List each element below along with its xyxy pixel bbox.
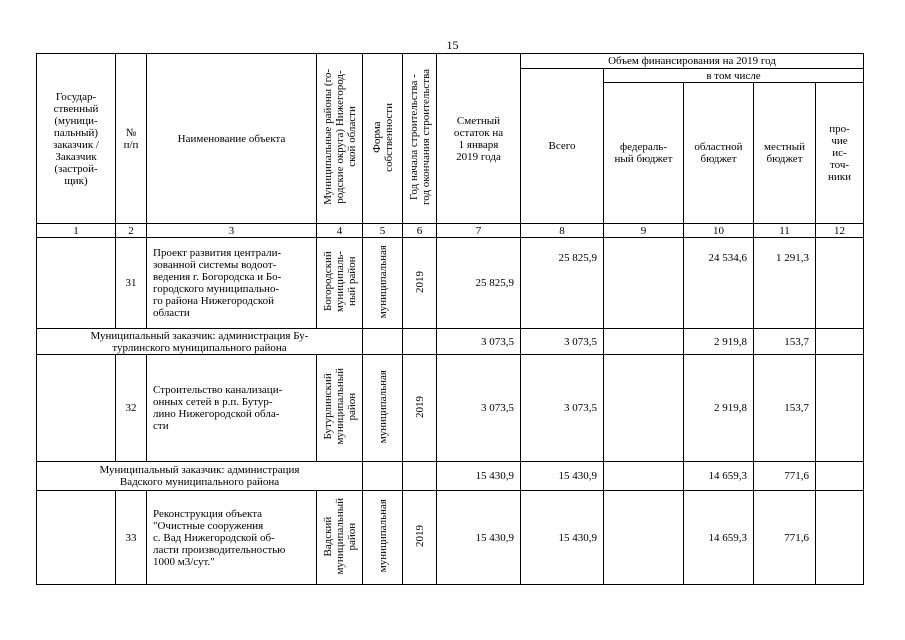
table-row (37, 238, 864, 329)
district: Вадский муниципальный район (317, 491, 363, 585)
ownership: муниципальная (363, 491, 403, 585)
header-total: Всего (521, 69, 604, 224)
total-value: 15 430,9 (521, 462, 604, 491)
page-number: 15 (446, 38, 459, 52)
year: 2019 (403, 238, 437, 329)
ownership: муниципальная (363, 355, 403, 462)
estimate-value: 15 430,9 (437, 462, 521, 491)
regional-value: 2 919,8 (684, 329, 754, 355)
header-federal: федераль- ный бюджет (604, 83, 684, 224)
table-row (37, 355, 864, 462)
header-other: про- чие ис- точ- ники (816, 83, 864, 224)
estimate-value: 15 430,9 (437, 491, 521, 585)
header-financing: Объем финансирования на 2019 год (521, 54, 864, 69)
district: Богородский муниципаль- ный район (317, 238, 363, 329)
row-number: 32 (116, 355, 147, 462)
estimate-value: 3 073,5 (437, 329, 521, 355)
year: 2019 (403, 491, 437, 585)
table-row (37, 491, 864, 585)
customer-label: Муниципальный заказчик: администрация Вадского муниципального района (37, 462, 363, 491)
estimate-value: 25 825,9 (437, 238, 521, 329)
header-object-name: Наименование объекта (147, 54, 317, 224)
header-local: местный бюджет (754, 83, 816, 224)
year: 2019 (403, 355, 437, 462)
local-value: 1 291,3 (754, 238, 816, 329)
total-value: 25 825,9 (521, 238, 604, 329)
header-districts: Муниципальные районы (го- родские округа) Нижегород- ской области (317, 54, 363, 224)
local-value: 153,7 (754, 355, 816, 462)
local-value: 153,7 (754, 329, 816, 355)
ownership: муниципальная (363, 238, 403, 329)
header-estimate: Сметный остаток на 1 января 2019 года (437, 54, 521, 224)
regional-value: 14 659,3 (684, 491, 754, 585)
header-ownership: Форма собственности (363, 54, 403, 224)
total-value: 3 073,5 (521, 355, 604, 462)
header-number: № п/п (116, 54, 147, 224)
header-years: Год начала строительства - год окончания строительства (403, 54, 437, 224)
row-number: 33 (116, 491, 147, 585)
local-value: 771,6 (754, 491, 816, 585)
header-regional: областной бюджет (684, 83, 754, 224)
district: Бутурлинский муниципальный район (317, 355, 363, 462)
regional-value: 24 534,6 (684, 238, 754, 329)
header-including: в том числе (604, 69, 864, 83)
column-numbers-row: 1 2 3 4 5 6 7 8 9 10 11 12 (37, 224, 864, 238)
customer-label: Муниципальный заказчик: администрация Бу- турлинского муниципального района (37, 329, 363, 355)
regional-value: 2 919,8 (684, 355, 754, 462)
object-name: Реконструкция объекта "Очистные сооружения с. Вад Нижегородской об- ласти производительностью 1000 м3/сут." (147, 491, 317, 585)
group-row (37, 462, 864, 491)
local-value: 771,6 (754, 462, 816, 491)
regional-value: 14 659,3 (684, 462, 754, 491)
group-row (37, 329, 864, 355)
total-value: 3 073,5 (521, 329, 604, 355)
total-value: 15 430,9 (521, 491, 604, 585)
header-customer: Государ- ственный (муници- пальный) заказчик / Заказчик (застрой- щик) (37, 54, 116, 224)
object-name: Строительство канализаци- онных сетей в р.п. Бутур- лино Нижегородской обла- сти (147, 355, 317, 462)
row-number: 31 (116, 238, 147, 329)
financing-table (36, 53, 864, 585)
object-name: Проект развития централи- зованной системы водоот- ведения г. Богородска и Бо- городского муниципально- го района Нижегородской области (147, 238, 317, 329)
estimate-value: 3 073,5 (437, 355, 521, 462)
